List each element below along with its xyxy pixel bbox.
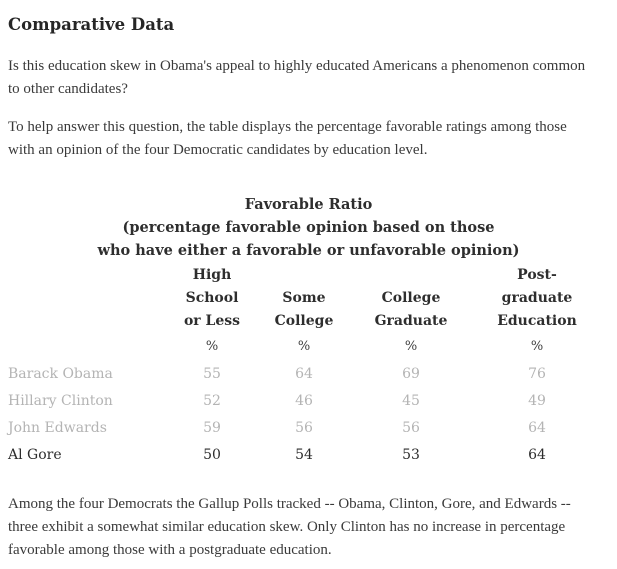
table-header-row xyxy=(8,264,609,333)
paragraph-line: three exhibit a somewhat similar education skew. Only Clinton has no increase in percentage xyxy=(8,519,566,535)
candidate-name: Barack Obama xyxy=(8,365,113,382)
column-header-line: Post- xyxy=(517,267,557,283)
cell-value: 52 xyxy=(203,392,221,409)
column-header-high-school-or-less xyxy=(150,264,274,333)
cell-value: 64 xyxy=(528,419,546,436)
cell-value: 45 xyxy=(402,392,420,409)
cell-value: 64 xyxy=(295,365,313,382)
column-header-line: or Less xyxy=(183,313,241,329)
column-header-college-graduate xyxy=(334,287,488,333)
column-header-line: Graduate xyxy=(374,313,448,329)
cell-value: 49 xyxy=(528,392,546,409)
table-row-hillary-clinton xyxy=(8,387,609,414)
column-header-some-college xyxy=(274,287,334,333)
table-row-al-gore xyxy=(8,441,609,468)
column-header-line: College xyxy=(381,290,441,306)
cell-value: 64 xyxy=(528,446,546,463)
unit-row xyxy=(8,335,609,358)
cell-value: 55 xyxy=(203,365,221,382)
table-body xyxy=(8,360,609,468)
intro-paragraph xyxy=(8,55,609,101)
table-title-line: (percentage favorable opinion based on those xyxy=(122,219,495,236)
table-title-line: who have either a favorable or unfavorable opinion) xyxy=(97,242,520,259)
table-title-line: Favorable Ratio xyxy=(244,196,373,213)
unit-label: % xyxy=(297,339,311,354)
column-header-postgraduate-education xyxy=(488,264,586,333)
paragraph-line: Is this education skew in Obama's appeal to highly educated Americans a phenomenon common xyxy=(8,58,586,74)
conclusion-paragraph xyxy=(8,493,609,562)
cell-value: 54 xyxy=(295,446,313,463)
unit-label: % xyxy=(205,339,219,354)
paragraph-line: with an opinion of the four Democratic candidates by education level. xyxy=(8,142,428,158)
cell-value: 56 xyxy=(295,419,313,436)
paragraph-line: To help answer this question, the table displays the percentage favorable ratings among those xyxy=(8,119,567,135)
unit-label: % xyxy=(404,339,418,354)
cell-value: 76 xyxy=(528,365,546,382)
candidate-name: John Edwards xyxy=(8,419,107,436)
candidate-name: Hillary Clinton xyxy=(8,392,113,409)
column-header-line: High xyxy=(192,267,232,283)
table-row-john-edwards xyxy=(8,414,609,441)
column-header-line: graduate xyxy=(501,290,573,306)
candidate-name: Al Gore xyxy=(8,446,62,463)
setup-paragraph xyxy=(8,116,609,162)
unit-label: % xyxy=(530,339,544,354)
paragraph-line: to other candidates? xyxy=(8,81,128,97)
cell-value: 69 xyxy=(402,365,420,382)
column-header-line: Education xyxy=(497,313,577,329)
paragraph-line: Among the four Democrats the Gallup Polls tracked -- Obama, Clinton, Gore, and Edwards -- xyxy=(8,496,571,512)
unit-spacer xyxy=(8,335,150,358)
page-title: Comparative Data xyxy=(8,15,175,34)
cell-value: 56 xyxy=(402,419,420,436)
paragraph-line: favorable among those with a postgraduate education. xyxy=(8,542,332,558)
cell-value: 46 xyxy=(295,392,313,409)
table-row-barack-obama xyxy=(8,360,609,387)
cell-value: 53 xyxy=(402,446,420,463)
column-header-line: College xyxy=(274,313,334,329)
table-title xyxy=(8,193,609,262)
cell-value: 50 xyxy=(203,446,221,463)
cell-value: 59 xyxy=(203,419,221,436)
column-header-line: School xyxy=(185,290,239,306)
column-header-line: Some xyxy=(282,290,326,306)
